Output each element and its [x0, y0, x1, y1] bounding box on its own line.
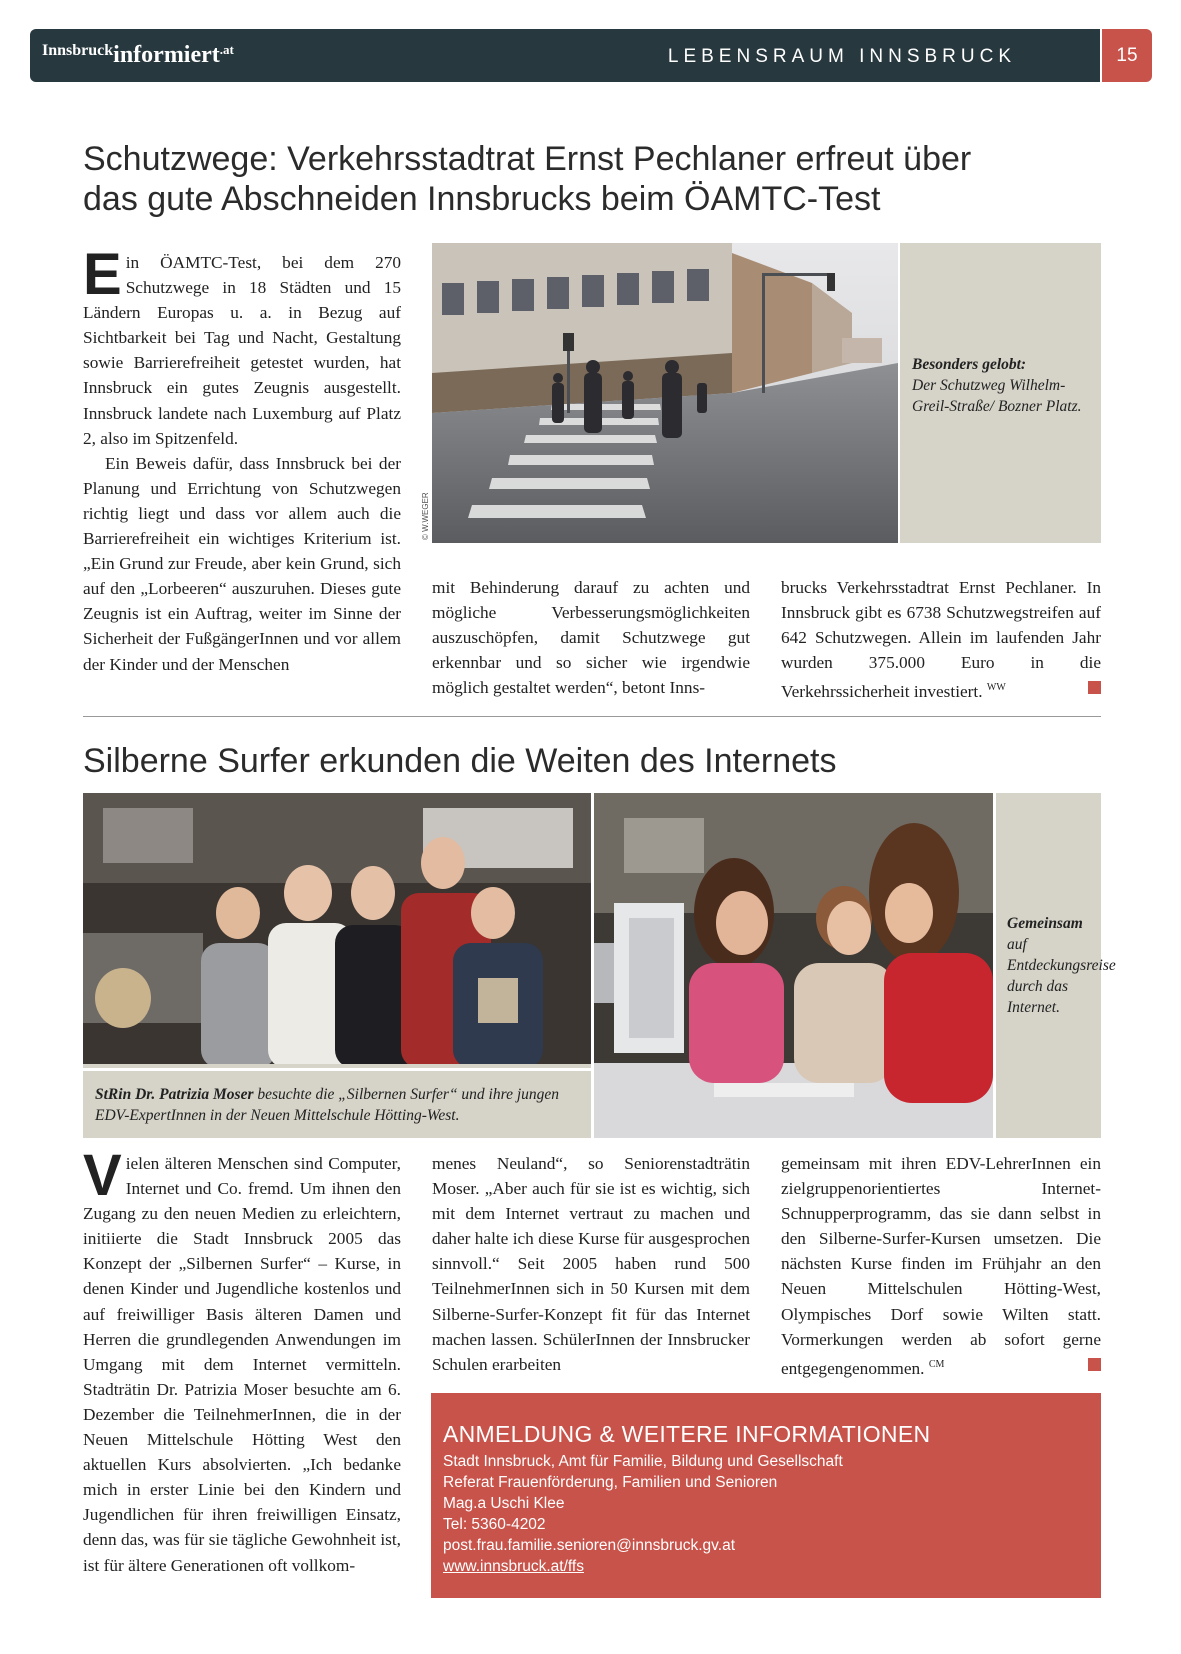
logo-suffix-text: .at [219, 42, 234, 57]
info-email-link[interactable]: post.frau.familie.senioren@innsbruck.gv.at [443, 1537, 736, 1554]
article2-column1-text: ielen älteren Menschen sind Computer, Internet und Co. fremd. Um ihnen den Zugang zu den neuen Medien zu erleichtern, initiierte die Stadt Innsbruck 2005 das Konzept der „Silbernen Surfer“ – Kurse, in denen Kinder und Jugendliche kostenlos und auf freiwilliger Basis älteren Damen und Herren die grundlegenden Anwendungen im Umgang mit dem Internet vermitteln. Stadträtin Dr. Patrizia Moser besuchte am 6. Dezember die TeilnehmerInnen, die in der Neuen Mittelschule Hötting West den aktuellen Kurs absolvierten. „Ich bedanke mich in erster Linie bei den Kindern und Jugendlichen für ihren freiwilligen Einsatz, denn das, was für sie tägliche Gewohnheit ist, ist für ältere Generationen oft vollkom- [83, 1154, 401, 1575]
article2-column3 [781, 1151, 1101, 1381]
crosswalk-caption-box [900, 243, 1101, 543]
article1-author-mark: WW [986, 682, 1006, 694]
article1-column2 [432, 575, 750, 700]
group-caption-panel [83, 1071, 591, 1138]
article2-end-mark [1088, 1358, 1101, 1371]
article2-column2 [432, 1151, 750, 1377]
computer-caption [1007, 913, 1116, 1018]
computer-caption-bold: Gemeinsam [1007, 915, 1083, 932]
article1-paragraph2: Ein Beweis dafür, dass Innsbruck bei der Planung und Errichtung von Schutzwegen richtig liegt und dass vor allem auch die Barrierefreiheit ein wichtiges Kriterium ist. „Ein Grund zur Freude, aber kein Grund, sich auf den „Lorbeeren“ auszuruhen. Dieses gute Zeugnis ist ein Auftrag, weiter im Sinne der Sicherheit der FußgängerInnen und vor allem der Kinder und der Menschen [83, 453, 401, 674]
article1-column1 [83, 242, 401, 677]
article2-dropcap: V [83, 1143, 122, 1208]
computer-caption-text: auf Entdeckungsreise durch das Internet. [1007, 936, 1116, 1016]
section-title: LEBENSRAUM INNSBRUCK [667, 46, 1016, 67]
info-line-department: Referat Frauenförderung, Familien und Senioren [443, 1474, 778, 1491]
page-number-separator [1100, 29, 1102, 82]
crosswalk-caption-bold: Besonders gelobt: [912, 356, 1027, 373]
logo-small-text: Innsbruck [42, 42, 114, 59]
group-caption-bold: StRin Dr. Patrizia Moser [95, 1086, 254, 1103]
info-line-phone: Tel: 5360-4202 [443, 1516, 546, 1533]
article1-end-mark [1088, 681, 1101, 694]
article1-dropcap: E [83, 242, 122, 307]
page-number: 15 [1102, 29, 1152, 82]
group-caption-text: besuchte die „Silbernen Surfer“ und ihre jungen EDV-ExpertInnen in der Neuen Mittelschule Hötting-West. [95, 1086, 560, 1124]
article1-column2-text: mit Behinderung darauf zu achten und mögliche Verbesserungsmöglichkeiten auszuschöpfen, damit Schutzwege gut erkennbar und so sicher wie irgendwie möglich gestaltet werden“, betont Inns- [432, 578, 750, 698]
publication-logo [42, 42, 234, 69]
crosswalk-photo [432, 243, 898, 543]
computer-photo-image [594, 793, 993, 1138]
info-line-office: Stadt Innsbruck, Amt für Familie, Bildung und Gesellschaft [443, 1453, 843, 1470]
article1-headline-line2: das gute Abschneiden Innsbrucks beim ÖAMTC-Test [83, 180, 881, 218]
crosswalk-caption-text: Der Schutzweg Wilhelm-Greil-Straße/ Bozner Platz. [912, 377, 1082, 415]
crosswalk-photo-image [432, 243, 898, 543]
info-website-link[interactable]: www.innsbruck.at/ffs [443, 1558, 584, 1575]
article1-column3 [781, 575, 1101, 704]
article1-headline [83, 139, 1113, 219]
info-box-details [443, 1451, 843, 1577]
computer-photo [594, 793, 993, 1138]
article1-column3-text: brucks Verkehrsstadtrat Ernst Pechlaner. In Innsbruck gibt es 6738 Schutzwegstreifen auf 642 Schutzwegen. Allein im laufenden Jahr wurden 375.000 Euro in die Verkehrssicherheit investiert. [781, 578, 1101, 702]
group-photo-image [83, 793, 591, 1068]
article1-headline-line1: Schutzwege: Verkehrsstadtrat Ernst Pechlaner erfreut über [83, 140, 972, 178]
article2-author-mark: CM [928, 1358, 945, 1370]
article-divider [83, 716, 1101, 717]
article2-column1 [83, 1143, 401, 1578]
article1-paragraph1: in ÖAMTC-Test, bei dem 270 Schutzwege in 18 Städten und 15 Ländern Europas u. a. in Bezug auf Sichtbarkeit bei Tag und Nacht, Gestaltung sowie Barrierefreiheit getestet wurden, hat Innsbruck ein gutes Zeugnis ausgestellt. Innsbruck landete nach Luxemburg auf Platz 2, also im Spitzenfeld. [83, 253, 401, 448]
info-line-contact: Mag.a Uschi Klee [443, 1495, 565, 1512]
group-photo [83, 793, 591, 1068]
logo-main-text: informiert [113, 42, 220, 68]
registration-info-box [431, 1393, 1101, 1598]
group-caption [95, 1084, 585, 1126]
computer-caption-box [996, 793, 1116, 1138]
article2-headline: Silberne Surfer erkunden die Weiten des Internets [83, 742, 837, 780]
crosswalk-caption [912, 354, 1092, 417]
info-box-title: ANMELDUNG & WEITERE INFORMATIONEN [443, 1421, 931, 1447]
article2-column2-text: menes Neuland“, so Seniorenstadträtin Moser. „Aber auch für sie ist es wichtig, sich mit dem Internet vertraut zu machen und daher halte ich diese Kurse für ausgesprochen sinnvoll.“ Seit 2005 haben rund 500 TeilnehmerInnen sich in 50 Kursen mit dem Silberne-Surfer-Konzept fit für das Internet machen lassen. SchülerInnen der Innsbrucker Schulen erarbeiten [432, 1154, 750, 1374]
article2-column3-text: gemeinsam mit ihren EDV-LehrerInnen ein zielgruppenorientiertes Internet-Schnupperprogramm, das sie dann selbst in den Silberne-Surfer-Kursen umsetzen. Die nächsten Kurse finden im Frühjahr an den Neuen Mittelschulen Hötting-West, Olympisches Dorf sowie Wilten statt. Vormerkungen werden ab sofort gerne entgegengenommen. [781, 1154, 1101, 1378]
page-header [30, 29, 1112, 82]
photo-credit: © W.WEGER [421, 492, 430, 540]
group-caption-box [83, 1064, 591, 1068]
